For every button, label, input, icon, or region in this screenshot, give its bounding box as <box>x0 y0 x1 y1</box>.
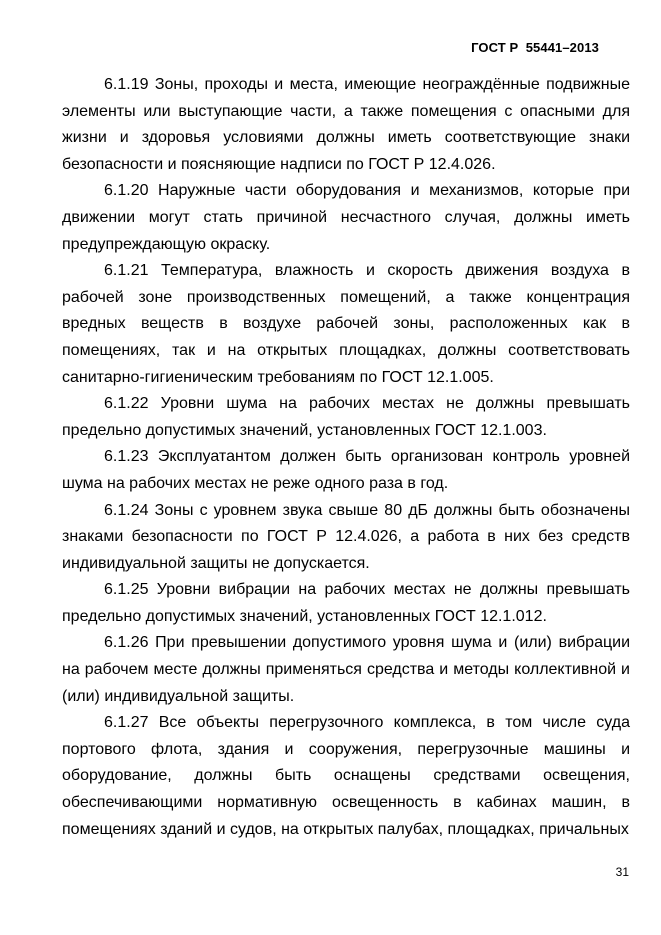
paragraph-6-1-21: 6.1.21 Температура, влажность и скорость движения воздуха в рабочей зоне производственных помещений, а также концентрация вредных веществ в воздухе рабочей зоны, расположенных как в помещениях, так и на открытых площадках, должны соответствовать санитарно-гигиеническим требованиям по ГОСТ 12.1.005. <box>62 262 630 386</box>
standard-header: ГОСТ Р 55441–2013 <box>471 40 599 55</box>
paragraph-6-1-25: 6.1.25 Уровни вибрации на рабочих местах не должны превышать предельно допустимых значений, установленных ГОСТ 12.1.012. <box>62 581 630 625</box>
paragraph-6-1-23: 6.1.23 Эксплуатантом должен быть организован контроль уровней шума на рабочих местах не реже одного раза в год. <box>62 448 630 492</box>
paragraph-6-1-26: 6.1.26 При превышении допустимого уровня шума и (или) вибрации на рабочем месте должны применяться средства и методы коллективной и (или) индивидуальной защиты. <box>62 634 630 705</box>
paragraph-6-1-19: 6.1.19 Зоны, проходы и места, имеющие неограждённые подвижные элементы или выступающие части, а также помещения с опасными для жизни и здоровья условиями должны иметь соответствующие знаки безопасности и поясняющие надписи по ГОСТ Р 12.4.026. <box>62 76 630 173</box>
paragraph-6-1-20: 6.1.20 Наружные части оборудования и механизмов, которые при движении могут стать причиной несчастного случая, должны иметь предупреждающую окраску. <box>62 182 630 253</box>
body-text <box>62 72 630 843</box>
paragraph-6-1-22: 6.1.22 Уровни шума на рабочих местах не должны превышать предельно допустимых значений, установленных ГОСТ 12.1.003. <box>62 395 630 439</box>
page-number: 31 <box>615 865 629 879</box>
paragraph-6-1-24: 6.1.24 Зоны с уровнем звука свыше 80 дБ должны быть обозначены знаками безопасности по ГОСТ Р 12.4.026, а работа в них без средств индивидуальной защиты не допускается. <box>62 501 630 572</box>
paragraph-6-1-27: 6.1.27 Все объекты перегрузочного комплекса, в том числе суда портового флота, здания и сооружения, перегрузочные машины и оборудование, должны быть оснащены средствами освещения, обеспечивающими нормативную освещенность в кабинах машин, в помещениях зданий и судов, на открытых палубах, площадках, причальных <box>62 714 630 838</box>
